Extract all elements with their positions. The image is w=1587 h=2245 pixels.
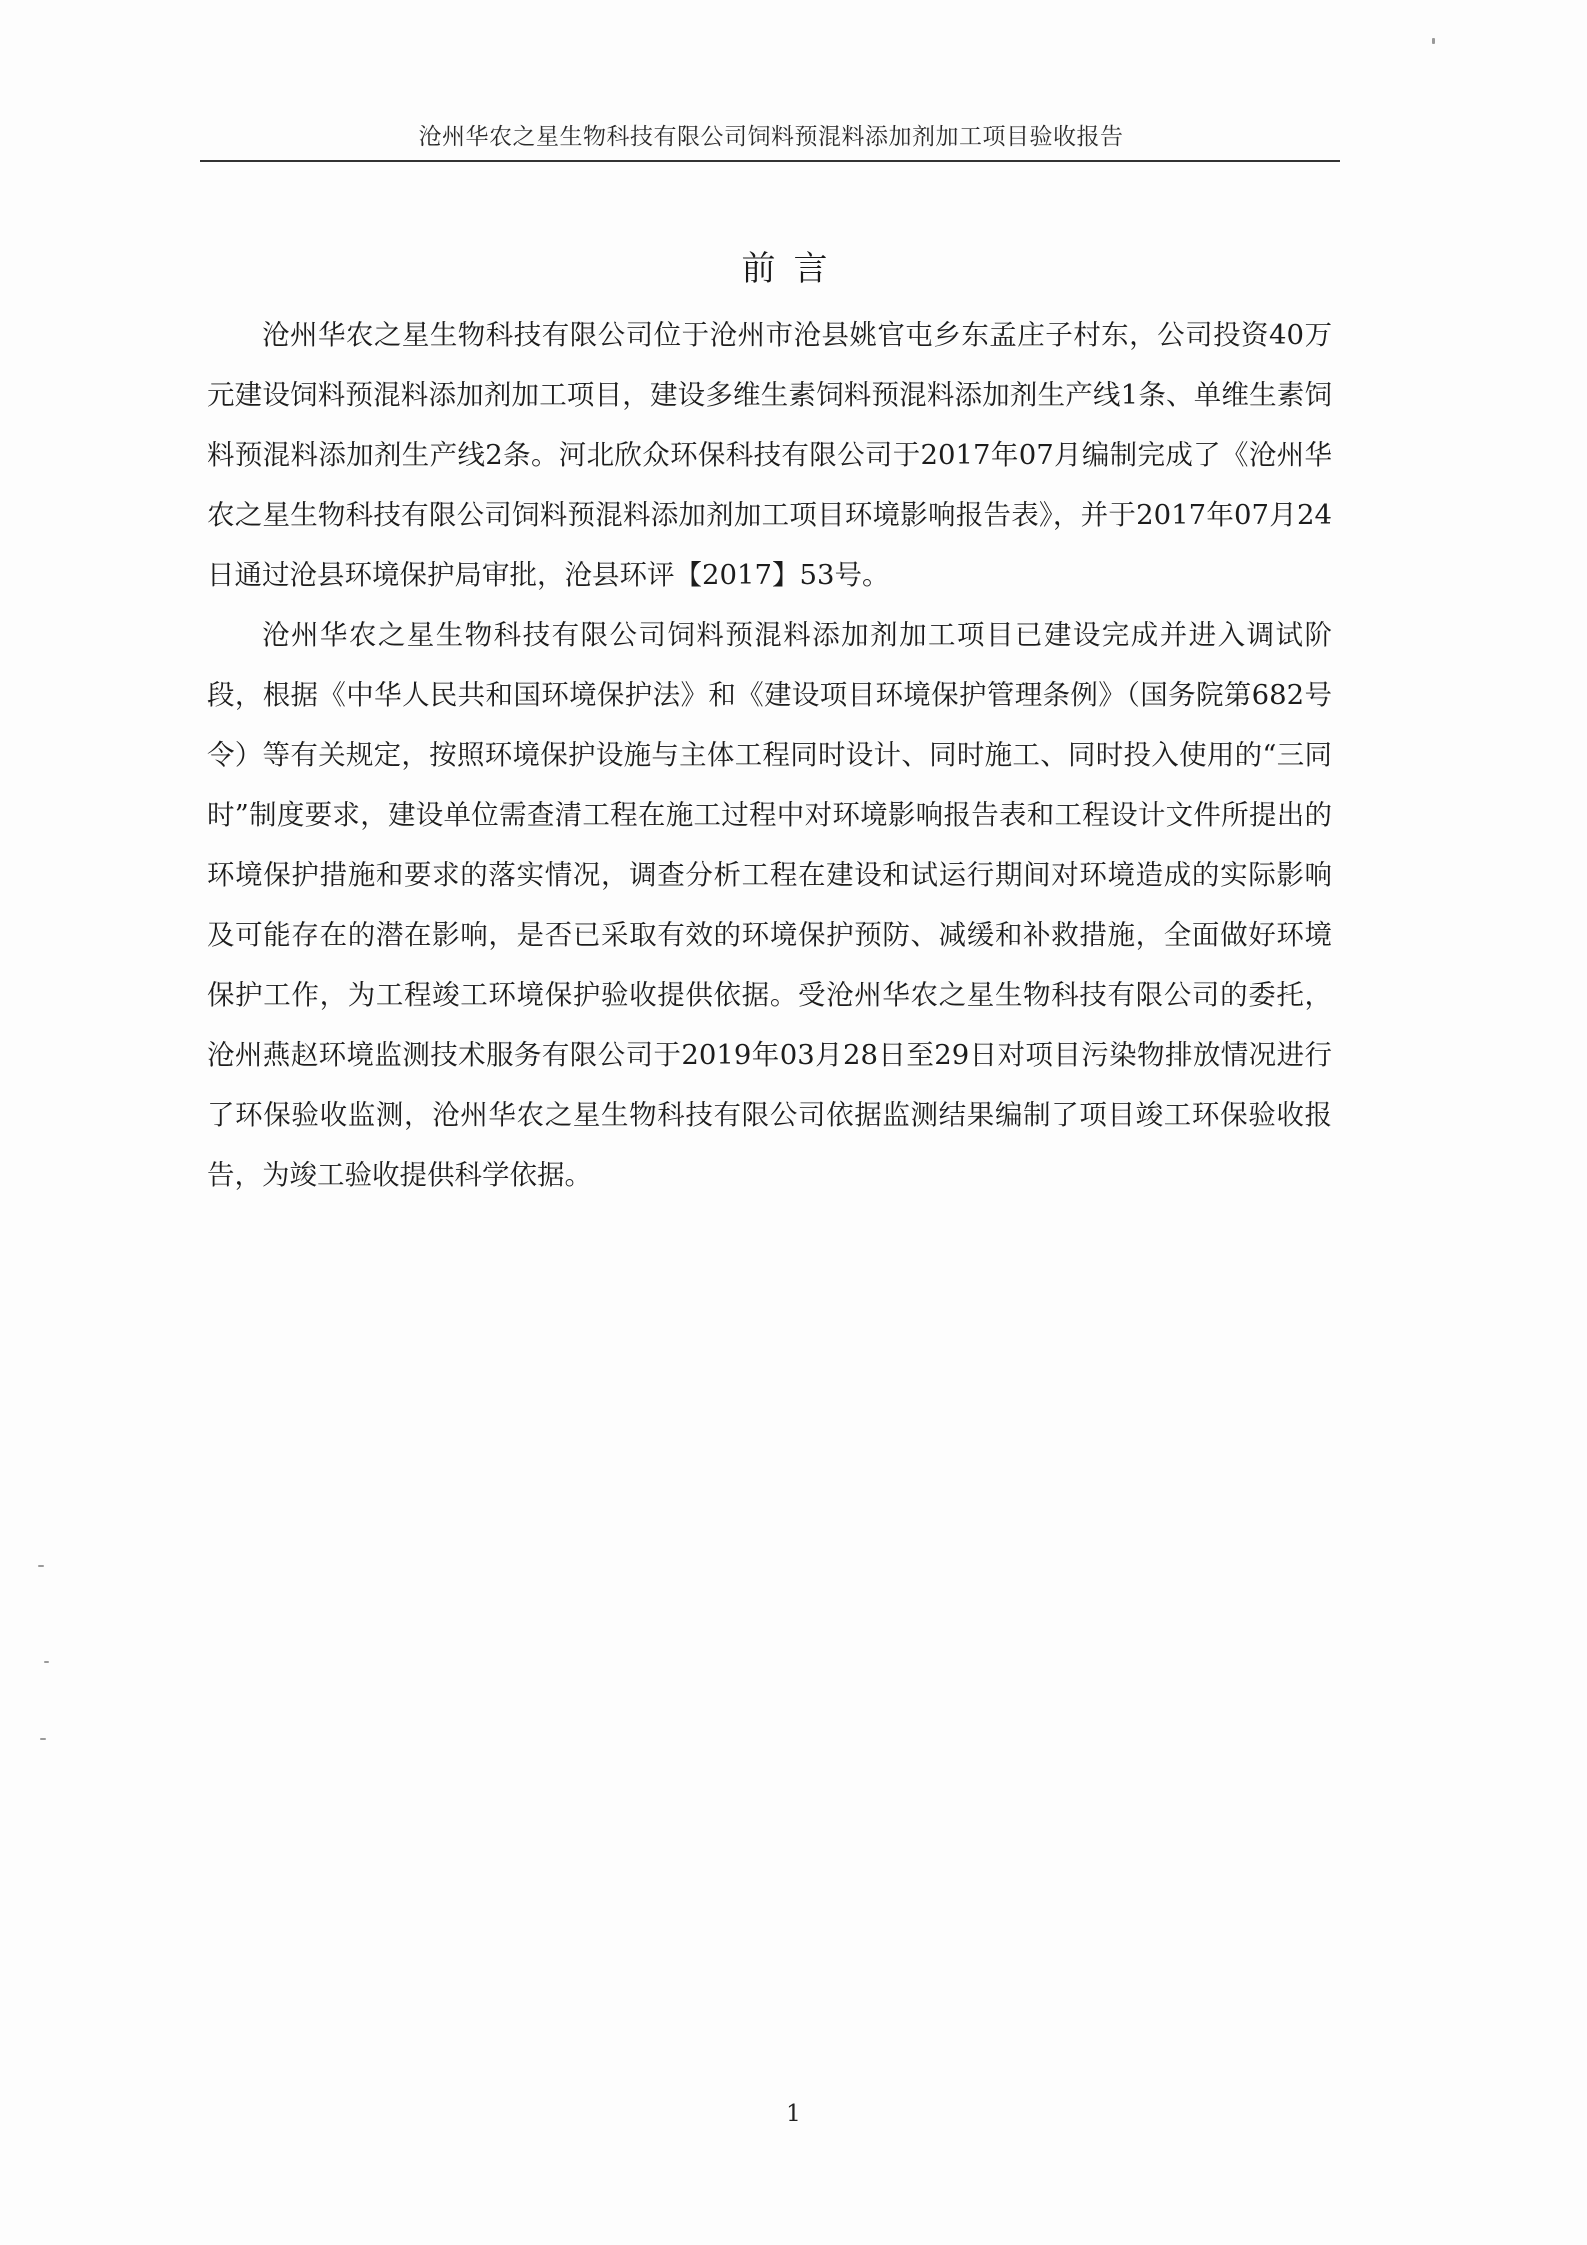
scan-mark: [44, 1661, 49, 1663]
paragraph: 沧州华农之星生物科技有限公司饲料预混料添加剂加工项目已建设完成并进入调试阶段，根据《中华人民共和国环境保护法》和《建设项目环境保护管理条例》（国务院第682号令）等有关规定，按照环境保护设施与主体工程同时设计、同时施工、同时投入使用的“三同时”制度要求，建设单位需查清工程在施工过程中对环境影响报告表和工程设计文件所提出的环境保护措施和要求的落实情况，调查分析工程在建设和试运行期间对环境造成的实际影响及可能存在的潜在影响，是否已采取有效的环境保护预防、减缓和补救措施，全面做好环境保护工作，为工程竣工环境保护验收提供依据。受沧州华农之星生物科技有限公司的委托，沧州燕赵环境监测技术服务有限公司于2019年03月28日至29日对项目污染物排放情况进行了环保验收监测，沧州华农之星生物科技有限公司依据监测结果编制了项目竣工环保验收报告，为竣工验收提供科学依据。: [207, 619, 1332, 1191]
paragraph: 沧州华农之星生物科技有限公司位于沧州市沧县姚官屯乡东孟庄子村东，公司投资40万元建设饲料预混料添加剂加工项目，建设多维生素饲料预混料添加剂生产线1条、单维生素饲料预混料添加剂生产线2条。河北欣众环保科技有限公司于2017年07月编制完成了《沧州华农之星生物科技有限公司饲料预混料添加剂加工项目环境影响报告表》，并于2017年07月24日通过沧县环境保护局审批，沧县环评【2017】53号。: [207, 319, 1332, 591]
header-divider: [200, 160, 1340, 162]
page-title: 前言: [741, 248, 846, 289]
body-text: [207, 305, 1332, 1205]
scan-mark: [38, 1565, 44, 1567]
scan-mark: [40, 1738, 46, 1740]
running-header: 沧州华农之星生物科技有限公司饲料预混料添加剂加工项目验收报告: [418, 124, 1124, 150]
page-number: 1: [786, 2101, 801, 2127]
scan-mark: [1432, 38, 1435, 44]
